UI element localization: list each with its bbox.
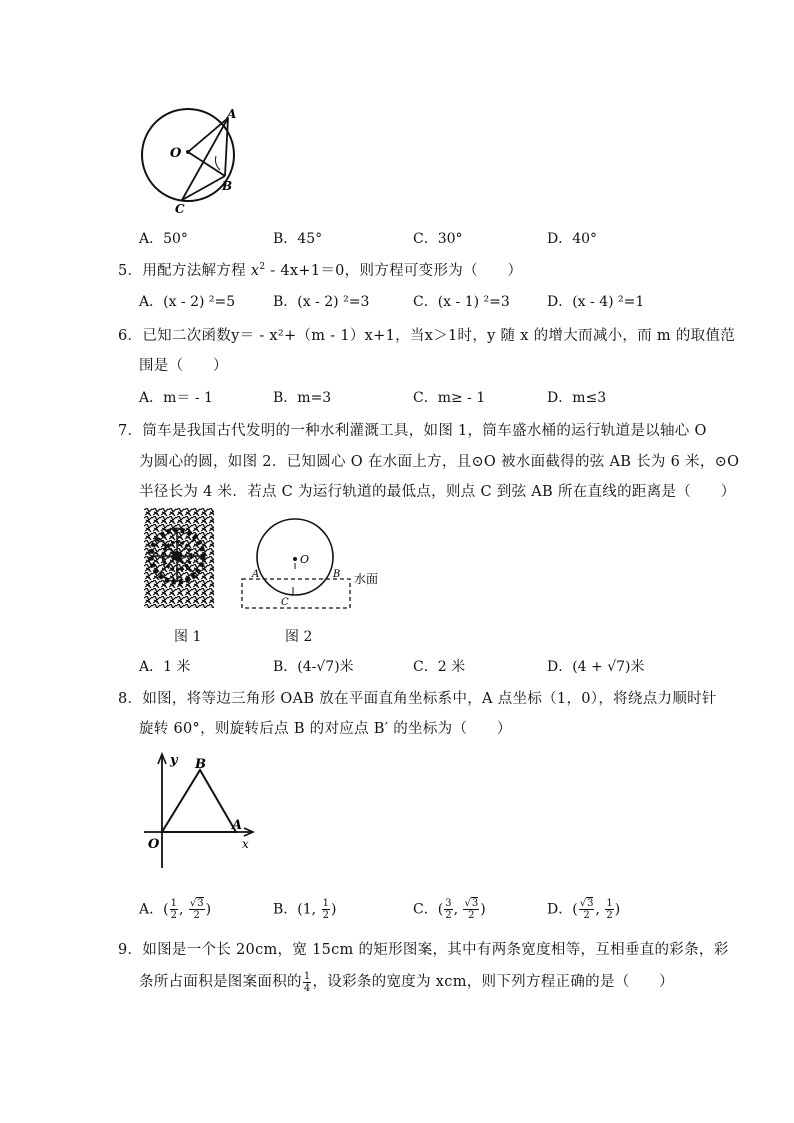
q7-line-3: 半径长为 4 米．若点 C 为运行轨道的最低点，则点 C 到弦 AB 所在直线的距离是（ ） bbox=[139, 484, 736, 500]
q7-fig2-caption: 图 2 bbox=[285, 629, 313, 645]
q4-segment-OA bbox=[188, 118, 228, 152]
q5-stem-b: - 4x+1＝0，则方程可变形为（ ） bbox=[265, 263, 523, 279]
q7-line-1: 7．筒车是我国古代发明的一种水利灌溉工具，如图 1，筒车盛水桶的运行轨道是以轴心 O bbox=[118, 423, 707, 439]
q7-fig2-center-dot bbox=[293, 557, 297, 561]
q4-option-c: C．30° bbox=[413, 231, 463, 247]
q5-stem-exp: 2 bbox=[259, 262, 266, 272]
q7-option-d: D．(4 + √7)米 bbox=[547, 659, 645, 675]
q8-label-A: A bbox=[232, 818, 243, 833]
q9-line-2a: 条所占面积是图案面积的 bbox=[139, 974, 302, 990]
q8-triangle-figure bbox=[140, 750, 265, 870]
q4-angle-mark bbox=[216, 156, 221, 170]
q7-fig2-label-A: A bbox=[252, 569, 260, 580]
q8-label-B: B bbox=[195, 757, 206, 772]
q7-fig1-caption: 图 1 bbox=[174, 629, 202, 645]
q6-option-d: D．m≤3 bbox=[547, 390, 607, 406]
q8-option-c: C．( $\frac{3}{2}$ , $\frac{√3}{2}$ ) bbox=[413, 898, 486, 921]
q5-stem bbox=[118, 259, 522, 280]
q7-option-c: C．2 米 bbox=[413, 659, 466, 675]
q8-label-x: x bbox=[242, 837, 249, 851]
q4-label-B: B bbox=[222, 179, 233, 193]
q8-triangle-OAB bbox=[162, 770, 236, 832]
q4-label-A: A bbox=[227, 107, 237, 121]
q6-option-b: B．m=3 bbox=[273, 390, 332, 406]
q7-fig2-water-box bbox=[242, 579, 350, 608]
q5-option-a: A．(x - 2) ²=5 bbox=[139, 294, 236, 310]
q8-line-2: 旋转 60°，则旋转后点 B 的对应点 B′ 的坐标为（ ） bbox=[139, 721, 512, 737]
q9-line-1: 9．如图是一个长 20cm，宽 15cm 的矩形图案，其中有两条宽度相等，互相垂直的彩条，彩 bbox=[118, 942, 729, 958]
q7-option-b: B．(4-√7)米 bbox=[273, 659, 354, 675]
q4-option-d: D．40° bbox=[547, 231, 598, 247]
q7-fig2-circle-water bbox=[236, 515, 396, 615]
q7-fig2-label-B: B bbox=[333, 569, 341, 580]
q8-line-1: 8．如图，将等边三角形 OAB 放在平面直角坐标系中，A 点坐标（1，0），将绕点力顺时针 bbox=[118, 691, 717, 707]
q4-option-a: A．50° bbox=[139, 231, 188, 247]
q5-option-c: C．(x - 1) ²=3 bbox=[413, 294, 510, 310]
q4-circle-figure bbox=[130, 100, 250, 215]
q9-fraction: $\frac{1}{4}$ bbox=[303, 970, 311, 994]
q5-stem-a: 5．用配方法解方程 bbox=[118, 263, 251, 279]
q7-option-a: A．1 米 bbox=[139, 659, 191, 675]
q7-line-2: 为圆心的圆，如图 2．已知圆心 O 在水面上方，且⊙O 被水面截得的弦 AB 长为 6 米，⊙O bbox=[139, 454, 740, 470]
q7-fig2-label-O: O bbox=[300, 553, 310, 566]
q4-center-dot bbox=[186, 150, 190, 154]
q8-label-O: O bbox=[148, 837, 160, 852]
q4-label-O: O bbox=[170, 146, 182, 161]
q7-fig2-water-label: 水面 bbox=[354, 572, 379, 586]
q7-fig2-label-C: C bbox=[281, 597, 289, 608]
q8-option-d: D．( $\frac{√3}{2}$ , $\frac{1}{2}$ ) bbox=[547, 898, 621, 921]
q5-option-d: D．(x - 4) ²=1 bbox=[547, 294, 645, 310]
q5-stem-x: x bbox=[250, 263, 260, 279]
q4-label-C: C bbox=[175, 202, 185, 215]
q6-line-2: 围是（ ） bbox=[139, 358, 228, 374]
q9-line-2 bbox=[139, 970, 674, 994]
q8-option-b: B．(1, $\frac{1}{2}$ ) bbox=[273, 898, 337, 921]
q4-circle bbox=[142, 107, 237, 201]
q6-option-a: A．m＝ - 1 bbox=[139, 390, 213, 406]
q4-option-b: B．45° bbox=[273, 231, 323, 247]
q8-option-a: A．( $\frac{1}{2}$ , $\frac{√3}{2}$ ) bbox=[139, 898, 212, 921]
q6-option-c: C．m≥ - 1 bbox=[413, 390, 486, 406]
q6-line-1: 6．已知二次函数y＝ - x²+（m - 1）x+1，当x＞1时，y 随 x 的增大而减小，而 m 的取值范 bbox=[118, 328, 736, 344]
q8-label-y: y bbox=[170, 753, 178, 768]
q7-fig1-waterwheel-photo bbox=[144, 508, 214, 608]
q5-option-b: B．(x - 2) ²=3 bbox=[273, 294, 370, 310]
q9-line-2b: ，设彩条的宽度为 xcm，则下列方程正确的是（ ） bbox=[312, 974, 674, 990]
